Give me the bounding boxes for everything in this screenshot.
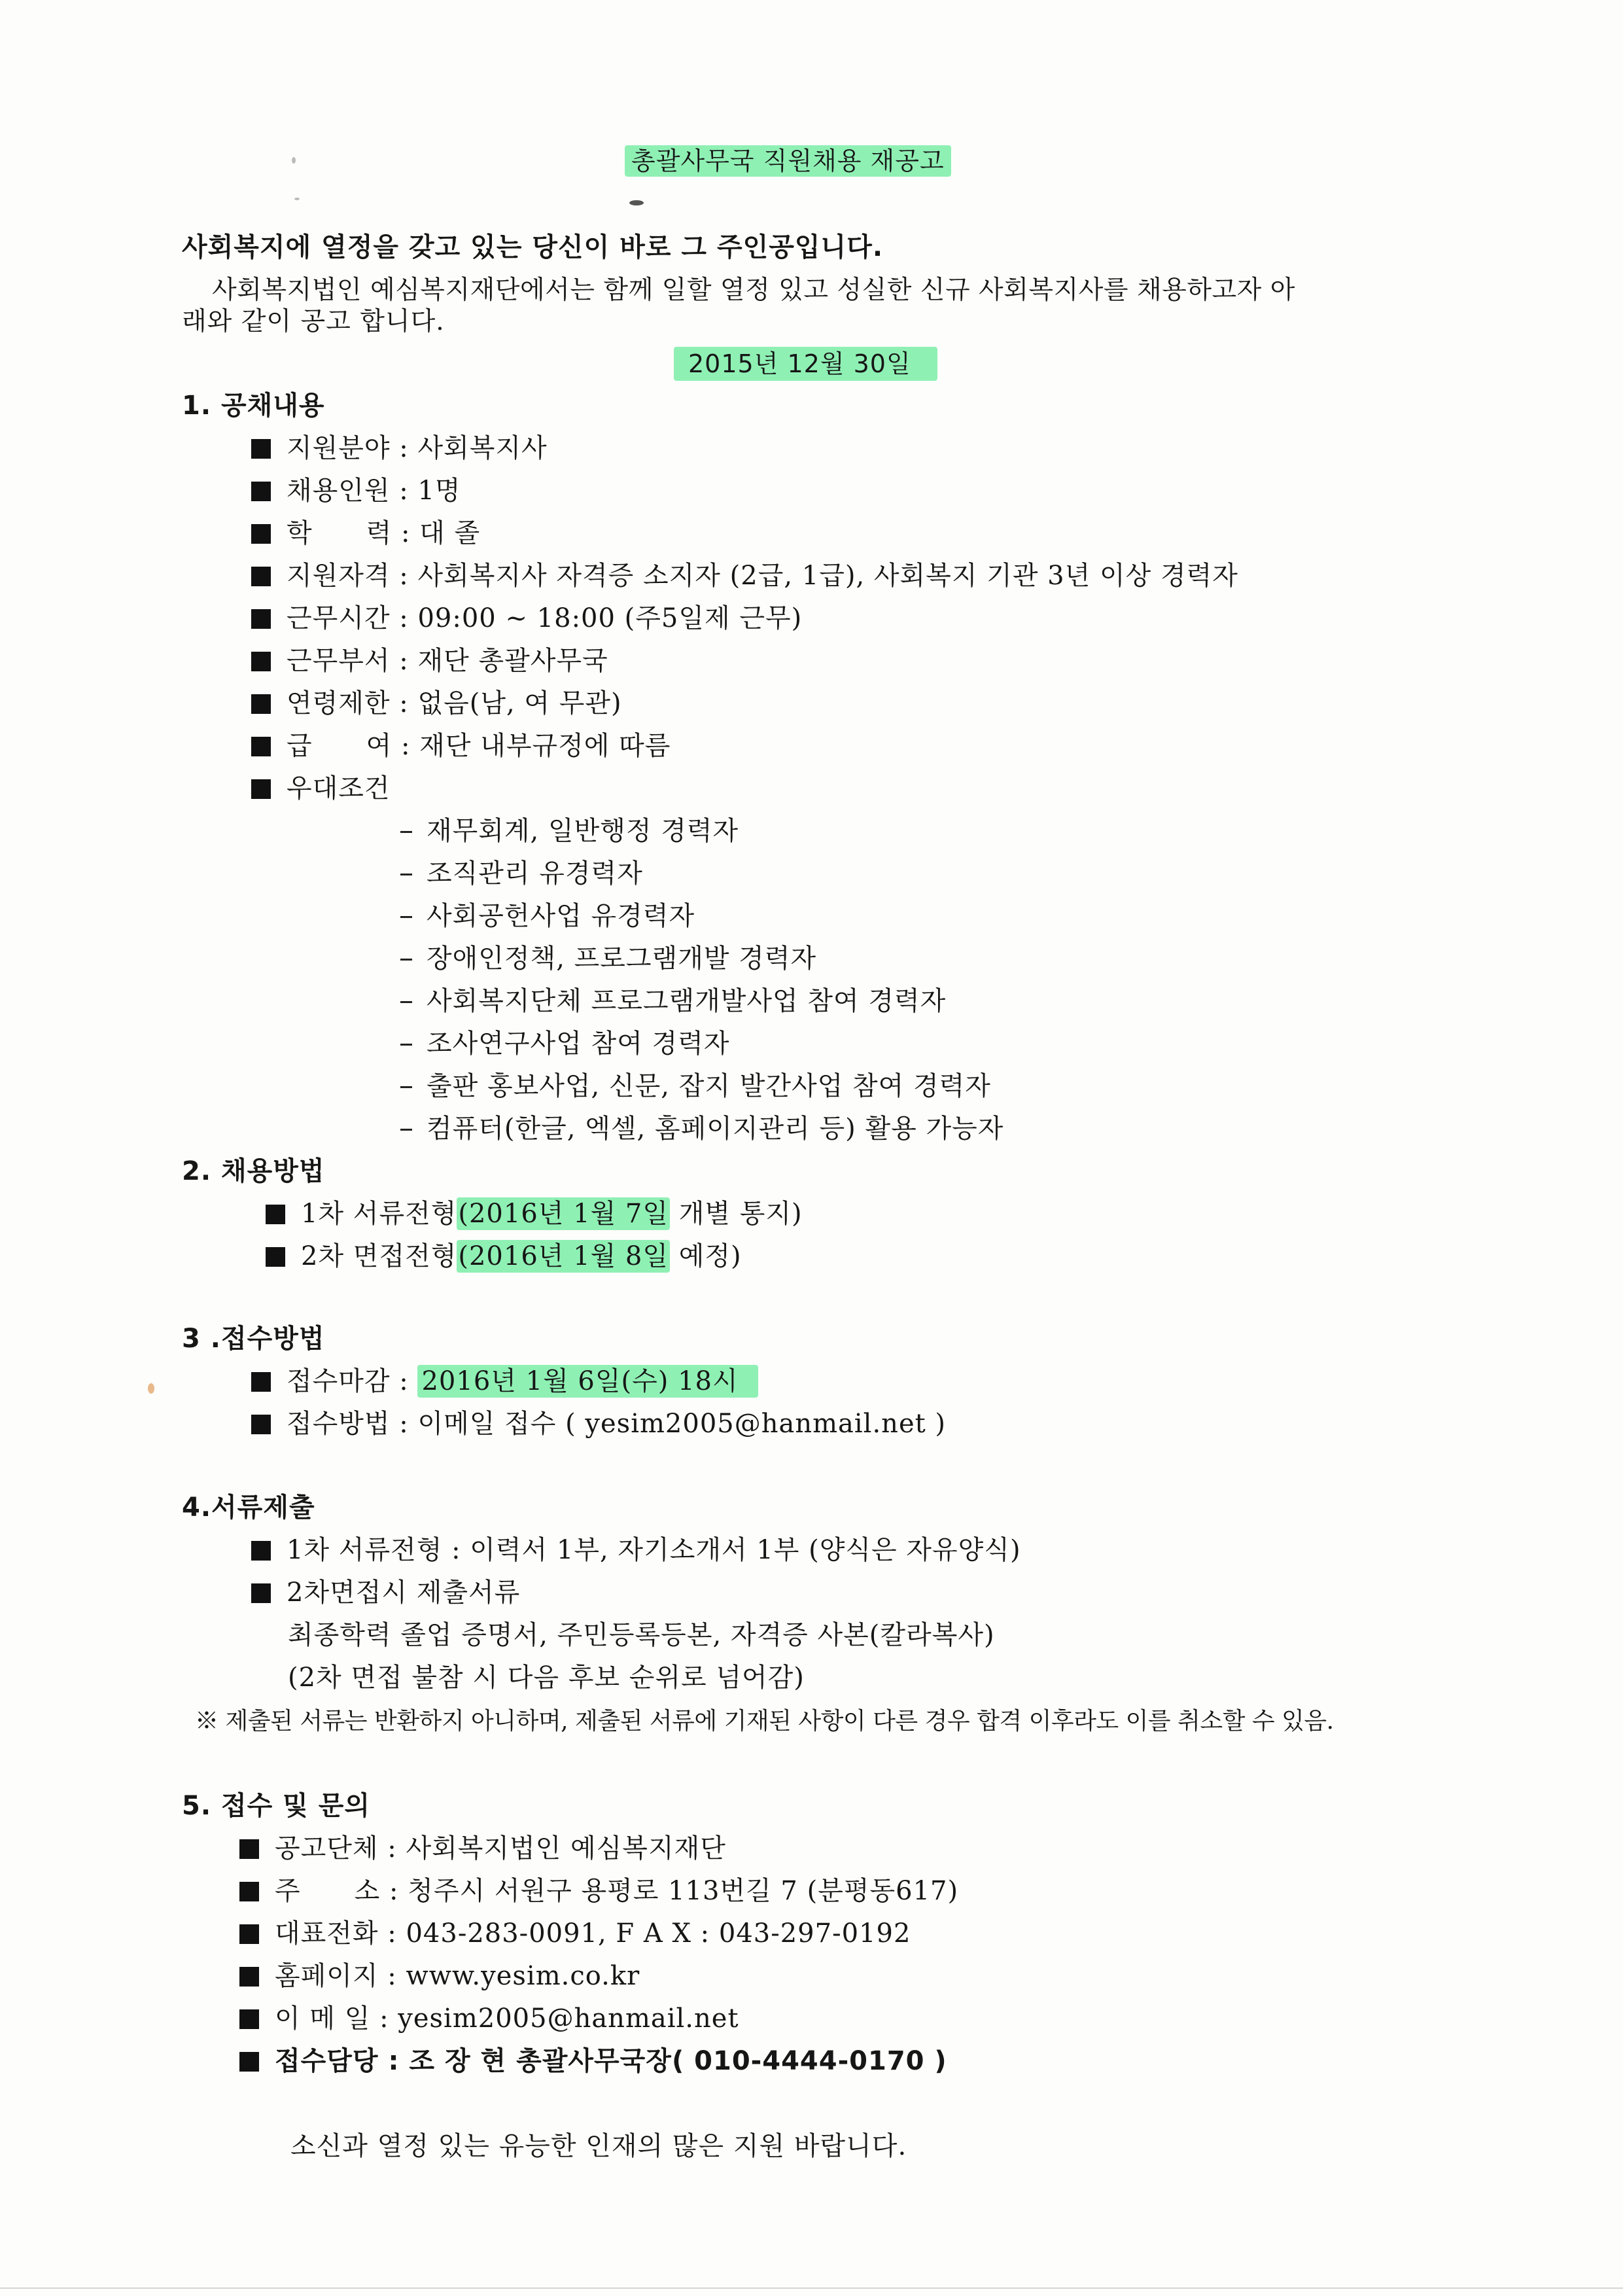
notice-date: 2015년 12월 30일 bbox=[674, 347, 937, 381]
bullet-square-icon bbox=[251, 1583, 271, 1603]
dash-icon bbox=[400, 1001, 412, 1003]
interview-date-highlight: (2016년 1월 7일 bbox=[458, 1199, 669, 1229]
bullet-square-icon bbox=[251, 609, 271, 629]
section-1-item: 학 력 : 대 졸 bbox=[251, 515, 480, 552]
section-1-heading: 1. 공채내용 bbox=[182, 391, 325, 421]
bullet-square-icon bbox=[266, 1247, 285, 1267]
bullet-square-icon bbox=[266, 1205, 285, 1224]
dash-icon bbox=[400, 874, 412, 875]
bullet-square-icon bbox=[239, 2052, 259, 2072]
scan-speck bbox=[292, 157, 296, 164]
bullet-square-icon bbox=[251, 779, 271, 799]
deadline-highlight: 2016년 1월 6일(수) 18시 bbox=[417, 1365, 758, 1398]
section-1-item: 지원분야 : 사회복지사 bbox=[251, 430, 548, 467]
dash-icon bbox=[400, 916, 412, 918]
notice-title: 총괄사무국 직원채용 재공고 bbox=[625, 145, 951, 177]
section-1-item: 지원자격 : 사회복지사 자격증 소지자 (2급, 1급), 사회복지 기관 3년 이상 경력자 bbox=[251, 557, 1238, 594]
section-4-item: 2차면접시 제출서류 bbox=[251, 1574, 520, 1611]
scan-speck bbox=[629, 200, 644, 205]
section-2-heading: 2. 채용방법 bbox=[182, 1156, 325, 1186]
section-1-item: 우대조건 bbox=[251, 770, 391, 807]
notice-date-wrap bbox=[674, 345, 937, 382]
bullet-square-icon bbox=[251, 439, 271, 459]
bullet-square-icon bbox=[239, 2009, 259, 2029]
section-2-item: 1차 서류전형(2016년 1월 7일 개별 통지) bbox=[266, 1195, 803, 1232]
scan-edge-line bbox=[0, 2287, 1623, 2289]
section-5-item: 홈페이지 : www.yesim.co.kr bbox=[239, 1958, 640, 1994]
bullet-square-icon bbox=[251, 694, 271, 714]
dash-icon bbox=[400, 1044, 412, 1046]
bullet-square-icon bbox=[251, 524, 271, 544]
preferred-item: 컴퓨터(한글, 엑셀, 홈페이지관리 등) 활용 가능자 bbox=[400, 1110, 1003, 1147]
section-1-item: 급 여 : 재단 내부규정에 따름 bbox=[251, 728, 671, 764]
section-1-item: 근무부서 : 재단 총괄사무국 bbox=[251, 643, 608, 679]
bullet-square-icon bbox=[251, 1541, 271, 1561]
preferred-item: 사회복지단체 프로그램개발사업 참여 경력자 bbox=[400, 983, 946, 1019]
preferred-item: 출판 홍보사업, 신문, 잡지 발간사업 참여 경력자 bbox=[400, 1068, 991, 1104]
notice-title-wrap bbox=[625, 143, 951, 179]
preferred-item: 재무회계, 일반행정 경력자 bbox=[400, 813, 739, 849]
bullet-square-icon bbox=[239, 1967, 259, 1987]
section-3-heading: 3 .접수방법 bbox=[182, 1324, 325, 1354]
section-5-item: 주 소 : 청주시 서원구 용평로 113번길 7 (분평동617) bbox=[239, 1873, 958, 1909]
section-1-item: 근무시간 : 09:00 ~ 18:00 (주5일제 근무) bbox=[251, 600, 802, 637]
submission-note: ※ 제출된 서류는 반환하지 아니하며, 제출된 서류에 기재된 사항이 다른 경우 합격 이후라도 이를 취소할 수 있음. bbox=[195, 1708, 1334, 1735]
section-5-item: 이 메 일 : yesim2005@hanmail.net bbox=[239, 2000, 739, 2037]
preferred-item: 조사연구사업 참여 경력자 bbox=[400, 1025, 729, 1062]
section-4-detail: (2차 면접 불참 시 다음 후보 순위로 넘어감) bbox=[288, 1663, 805, 1693]
bullet-square-icon bbox=[251, 737, 271, 756]
section-4-heading: 4.서류제출 bbox=[182, 1492, 315, 1523]
intro-line-2: 래와 같이 공고 합니다. bbox=[182, 307, 445, 336]
preferred-item: 장애인정책, 프로그램개발 경력자 bbox=[400, 940, 816, 977]
notice-headline: 사회복지에 열정을 갖고 있는 당신이 바로 그 주인공입니다. bbox=[182, 232, 884, 262]
section-4-detail: 최종학력 졸업 증명서, 주민등록등본, 자격증 사본(칼라복사) bbox=[288, 1620, 995, 1650]
preferred-item: 조직관리 유경력자 bbox=[400, 855, 643, 892]
bullet-square-icon bbox=[251, 567, 271, 586]
scan-speck bbox=[294, 198, 300, 200]
section-1-item: 채용인원 : 1명 bbox=[251, 472, 461, 509]
scan-speck bbox=[148, 1383, 154, 1394]
contact-person: 접수담당 : 조 장 현 총괄사무국장( 010-4444-0170 ) bbox=[239, 2043, 947, 2079]
bullet-square-icon bbox=[251, 482, 271, 501]
section-2-item: 2차 면접전형(2016년 1월 8일 예정) bbox=[266, 1238, 742, 1275]
dash-icon bbox=[400, 959, 412, 961]
interview-date-highlight: (2016년 1월 8일 bbox=[458, 1241, 669, 1271]
bullet-square-icon bbox=[239, 1924, 259, 1944]
dash-icon bbox=[400, 831, 412, 833]
closing-message: 소신과 열정 있는 유능한 인재의 많은 지원 바랍니다. bbox=[290, 2131, 907, 2161]
bullet-square-icon bbox=[251, 1372, 271, 1392]
bullet-square-icon bbox=[251, 652, 271, 671]
section-5-heading: 5. 접수 및 문의 bbox=[182, 1791, 371, 1821]
section-3-item: 접수마감 : 2016년 1월 6일(수) 18시 bbox=[251, 1363, 758, 1400]
dash-icon bbox=[400, 1129, 412, 1131]
bullet-square-icon bbox=[239, 1839, 259, 1859]
bullet-square-icon bbox=[239, 1882, 259, 1901]
section-5-item: 공고단체 : 사회복지법인 예심복지재단 bbox=[239, 1830, 726, 1867]
section-1-item: 연령제한 : 없음(남, 여 무관) bbox=[251, 685, 622, 722]
bullet-square-icon bbox=[251, 1415, 271, 1434]
section-4-item: 1차 서류전형 : 이력서 1부, 자기소개서 1부 (양식은 자유양식) bbox=[251, 1532, 1021, 1568]
section-5-item: 대표전화 : 043-283-0091, F A X : 043-297-0192 bbox=[239, 1915, 911, 1952]
section-3-item: 접수방법 : 이메일 접수 ( yesim2005@hanmail.net ) bbox=[251, 1405, 946, 1442]
dash-icon bbox=[400, 1086, 412, 1088]
intro-line-1: 사회복지법인 예심복지재단에서는 함께 일할 열정 있고 성실한 신규 사회복지사를 채용하고자 아 bbox=[212, 275, 1295, 305]
preferred-item: 사회공헌사업 유경력자 bbox=[400, 898, 695, 934]
